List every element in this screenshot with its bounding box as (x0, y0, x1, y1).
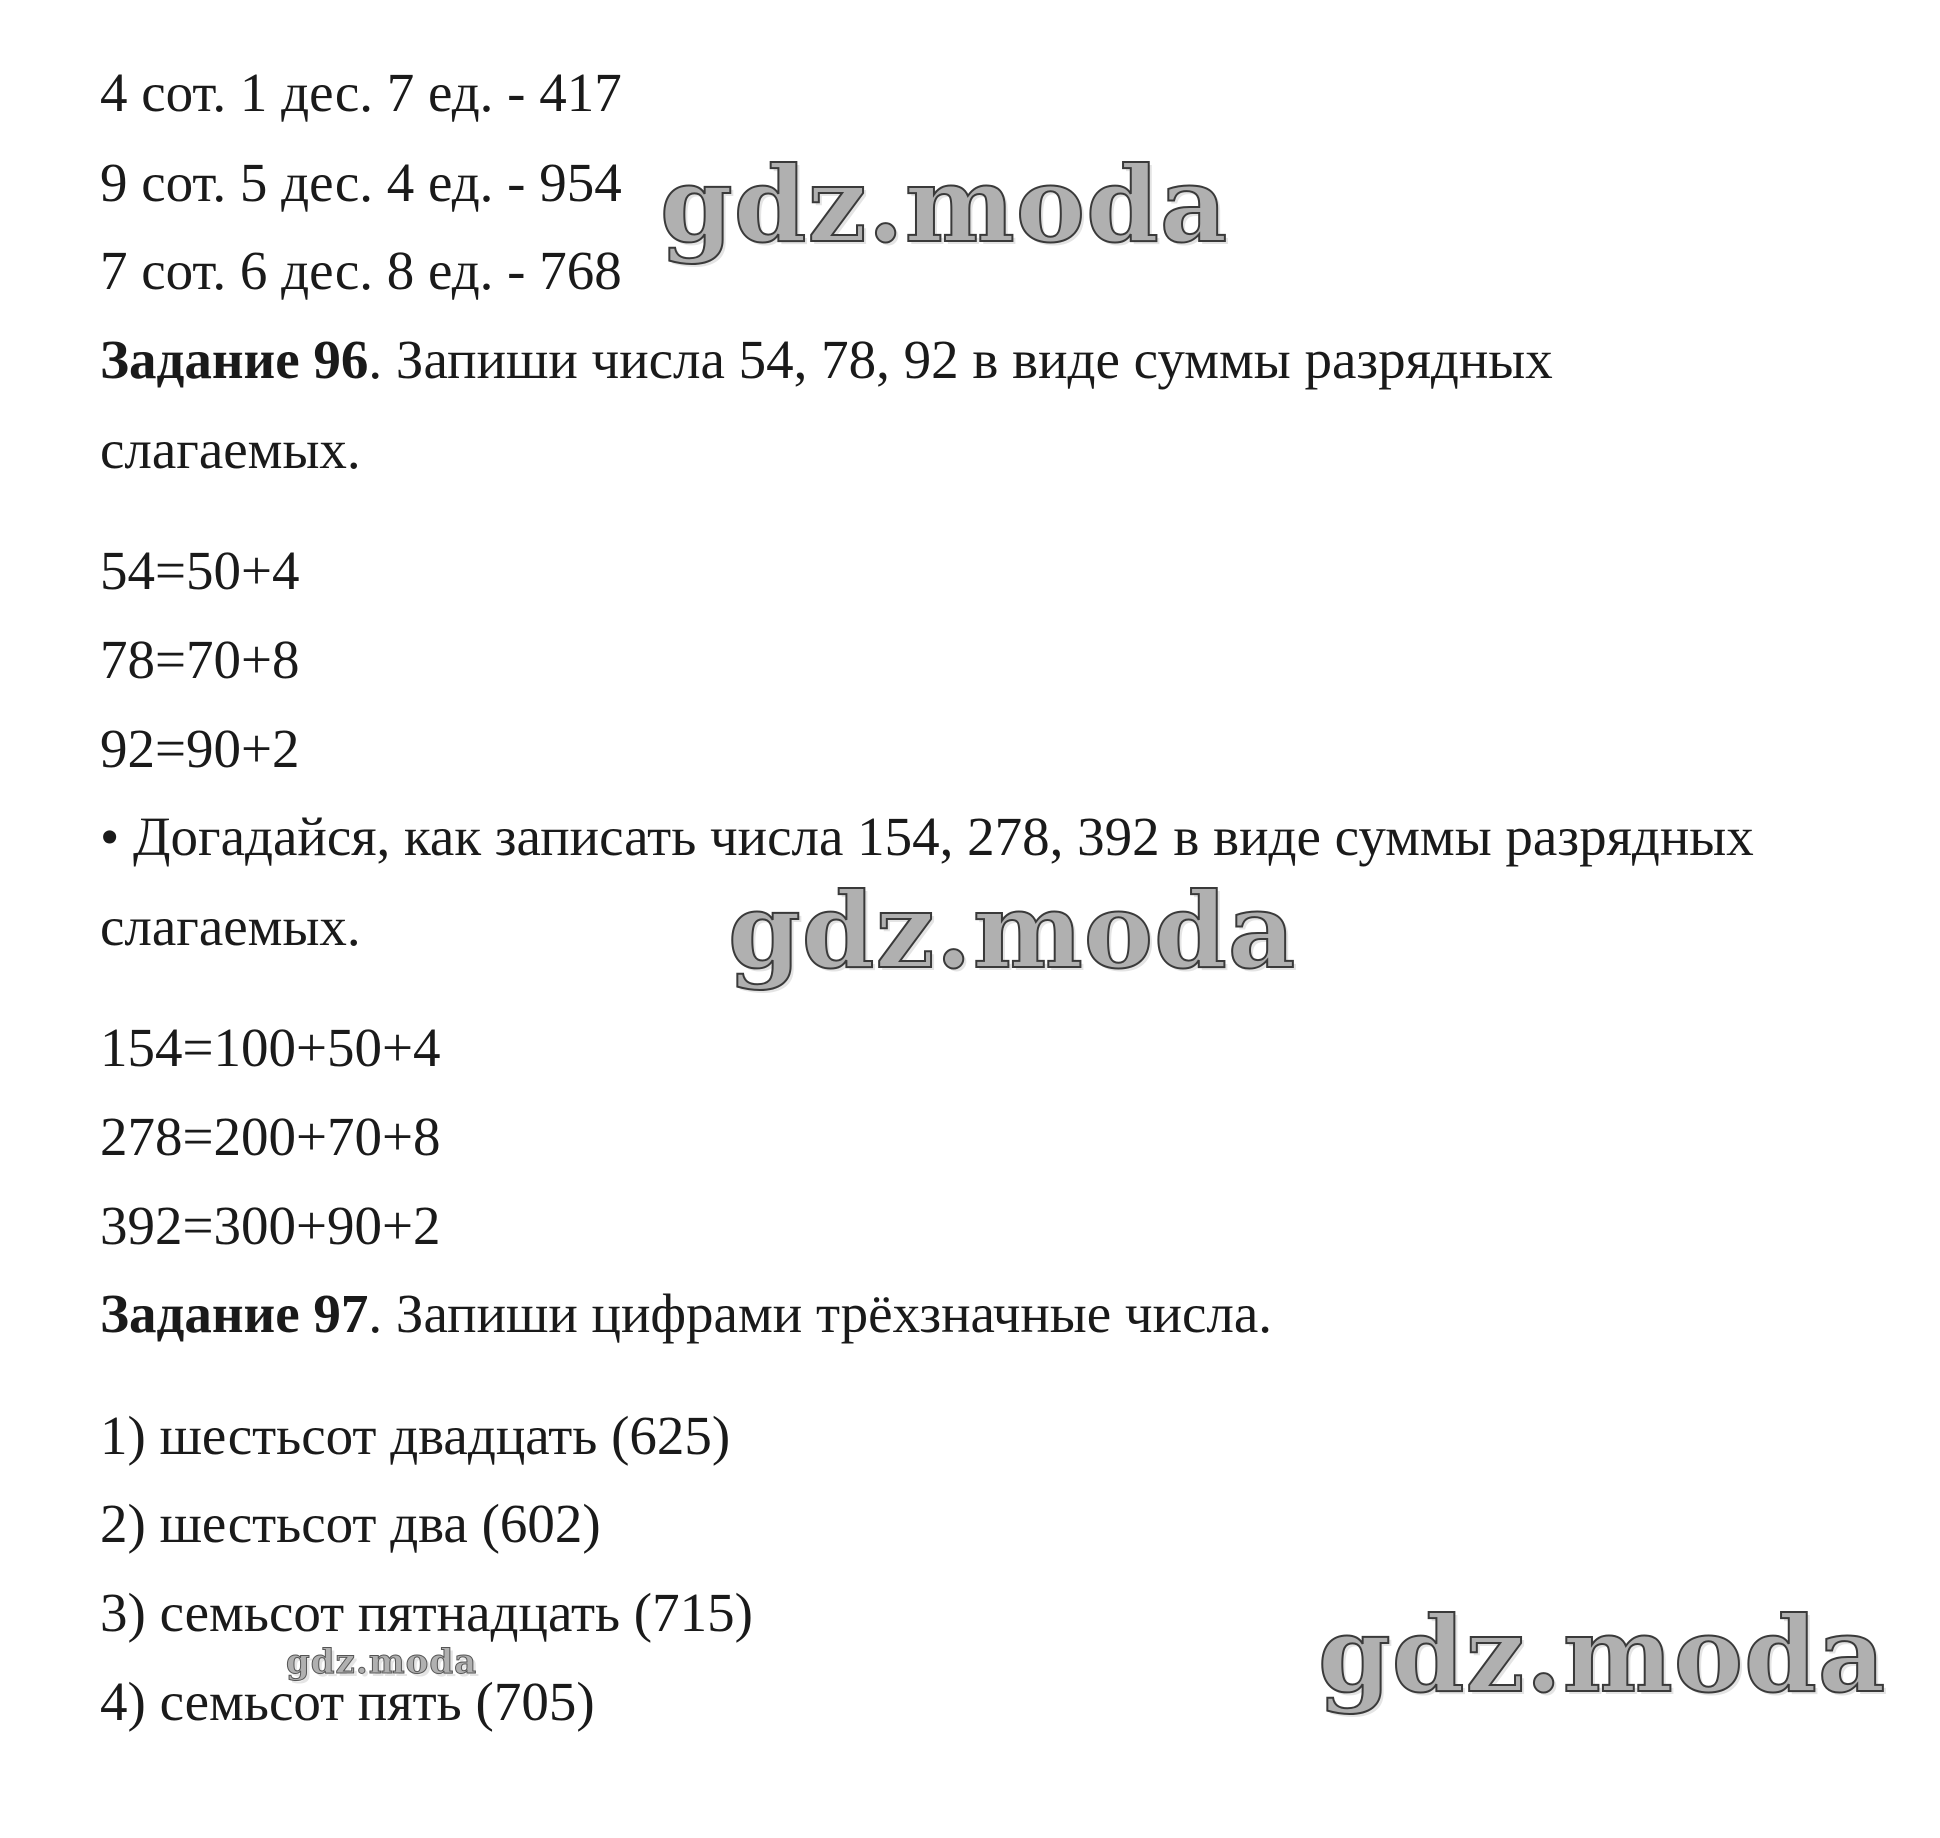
task-96-heading (100, 330, 1553, 390)
task-97-heading (100, 1284, 1272, 1344)
answer-154: 154=100+50+4 (100, 1017, 441, 1078)
task-97-item-3: 3) семьсот пятнадцать (715) (100, 1582, 753, 1643)
answer-278: 278=200+70+8 (100, 1106, 441, 1167)
answer-92: 92=90+2 (100, 718, 300, 779)
watermark-logo-3: gdz.moda (1318, 1593, 1887, 1716)
task-97-text: . Запиши цифрами трёхзначные числа. (368, 1283, 1273, 1344)
task-97-item-2: 2) шестьсот два (602) (100, 1493, 601, 1554)
task-96-label: Задание 96 (100, 329, 369, 390)
answer-392: 392=300+90+2 (100, 1195, 441, 1256)
bullet-question: • Догадайся, как записать числа 154, 278, 392 в виде суммы разрядных (100, 806, 1754, 867)
task-96-text: . Запиши числа 54, 78, 92 в виде суммы разрядных (368, 329, 1553, 390)
watermark-logo-2: gdz.moda (728, 869, 1297, 992)
text-line-954: 9 сот. 5 дес. 4 ед. - 954 (100, 152, 622, 213)
task-97-item-4: 4) семьсот пять (705) (100, 1671, 595, 1732)
watermark-logo-1: gdz.moda (660, 143, 1229, 266)
task-97-label: Задание 97 (100, 1283, 369, 1344)
task-96-text-continued: слагаемых. (100, 419, 361, 480)
bullet-question-continued: слагаемых. (100, 896, 361, 957)
answer-78: 78=70+8 (100, 629, 300, 690)
answer-54: 54=50+4 (100, 540, 300, 601)
text-line-768: 7 сот. 6 дес. 8 ед. - 768 (100, 240, 622, 301)
task-97-item-1: 1) шестьсот двадцать (625) (100, 1405, 731, 1466)
text-line-417: 4 сот. 1 дес. 7 ед. - 417 (100, 62, 622, 123)
watermark-logo-small: gdz.moda (286, 1642, 478, 1682)
